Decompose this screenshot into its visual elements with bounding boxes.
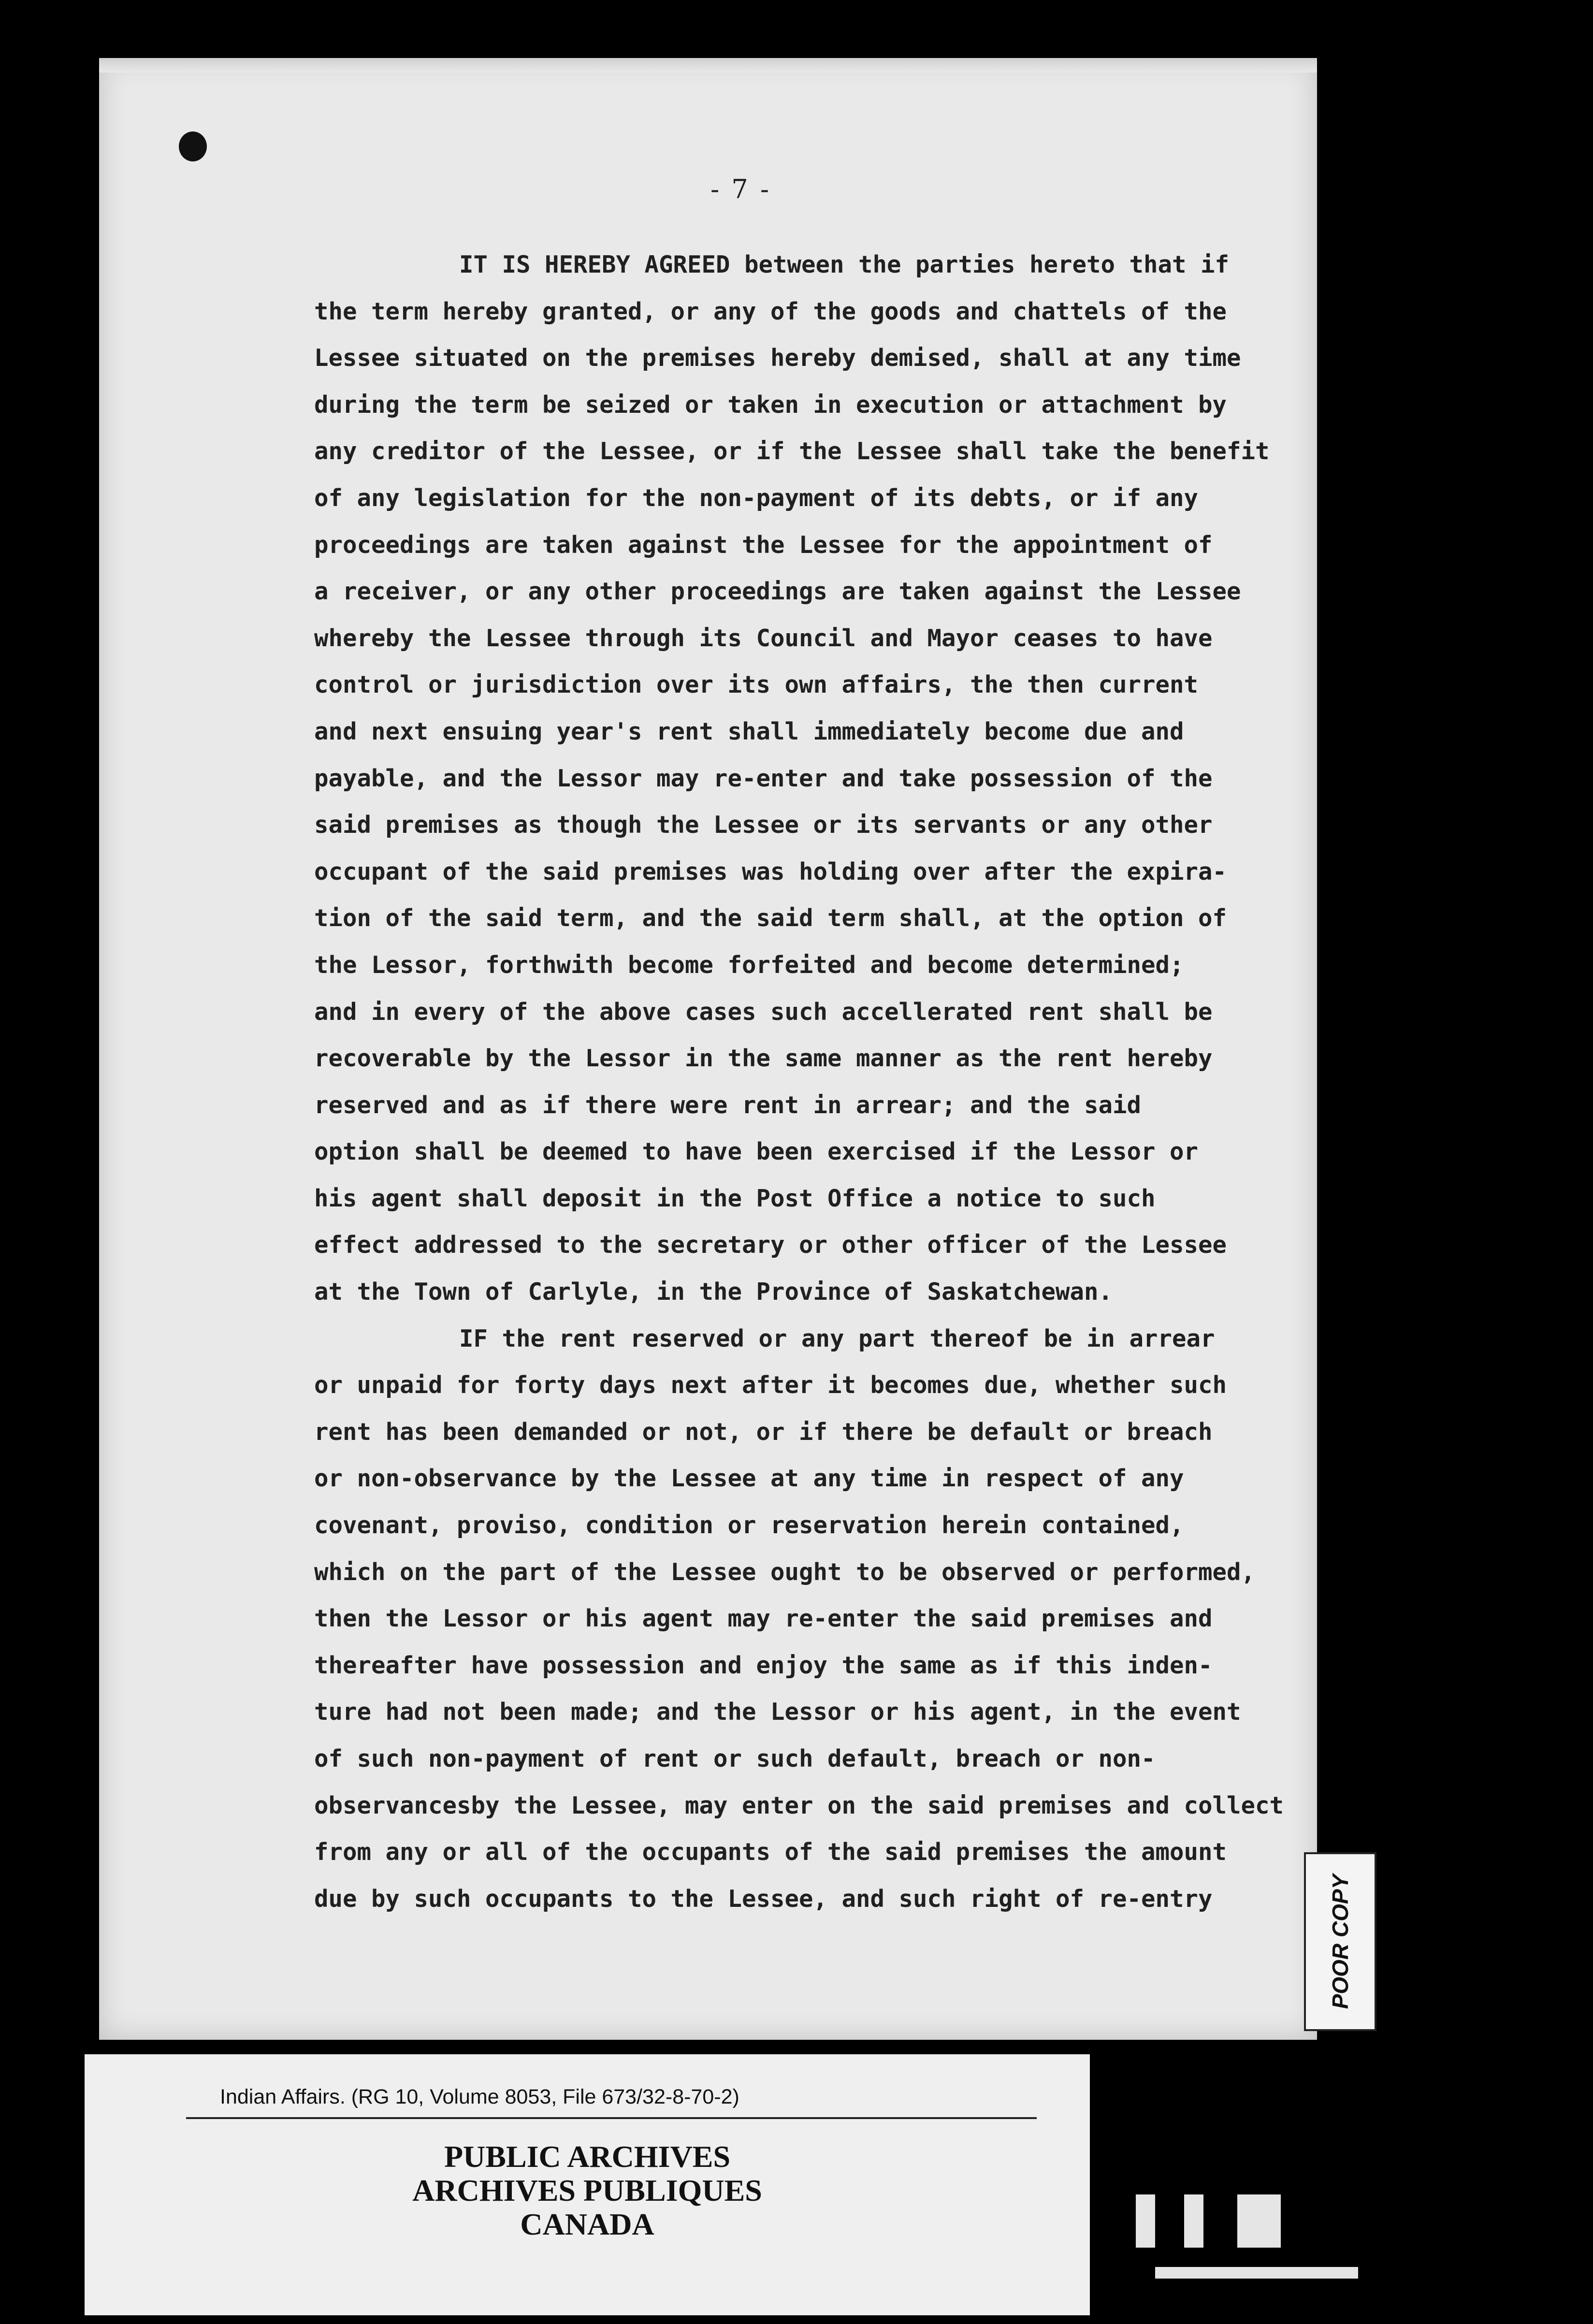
text-line: of any legislation for the non-payment of its debts, or if any [314,484,1199,512]
text-line: from any or all of the occupants of the said premises the amount [314,1838,1227,1866]
text-line: said premises as though the Lessee or its servants or any other [314,811,1213,839]
lease-text [314,242,1310,1922]
page-top-edge [99,58,1317,73]
page-number: - 7 - [710,174,771,204]
text-line: option shall be deemed to have been exercised if the Lessor or [314,1138,1199,1166]
text-line: tion of the said term, and the said term shall, at the option of [314,904,1227,932]
text-line: the term hereby granted, or any of the goods and chattels of the [314,297,1227,325]
text-line: occupant of the said premises was holding over after the expira- [314,857,1227,886]
text-line: his agent shall deposit in the Post Office a notice to such [314,1184,1156,1212]
poor-copy-stamp [1304,1852,1376,2031]
text-line: effect addressed to the secretary or other officer of the Lessee [314,1231,1227,1259]
text-line: recoverable by the Lessor in the same manner as the rent hereby [314,1045,1213,1073]
archive-country: CANADA [520,2207,654,2241]
text-line: at the Town of Carlyle, in the Province of Saskatchewan. [314,1278,1113,1306]
archive-stamp [85,2054,1090,2315]
text-line: or unpaid for forty days next after it becomes due, whether such [314,1371,1227,1399]
stamp-divider [186,2117,1037,2119]
text-line: and in every of the above cases such accellerated rent shall be [314,998,1213,1026]
text-line: which on the part of the Lessee ought to be observed or performed, [314,1558,1256,1586]
text-line: covenant, proviso, condition or reservation herein contained, [314,1511,1184,1540]
text-line: IF the rent reserved or any part thereof be in arrear [459,1324,1215,1352]
text-line: control or jurisdiction over its own affairs, the then current [314,671,1199,699]
text-line: any creditor of the Lessee, or if the Lessee shall take the benefit [314,437,1270,465]
archive-name-french: ARCHIVES PUBLIQUES [412,2173,762,2208]
text-line: whereby the Lessee through its Council and Mayor ceases to have [314,624,1213,652]
archive-name-english: PUBLIC ARCHIVES [444,2139,731,2174]
hole-punch-mark [179,131,207,161]
text-line: the Lessor, forthwith become forfeited and become determined; [314,951,1184,979]
microfilm-marks [1107,2185,1406,2291]
text-line: ture had not been made; and the Lessor or his agent, in the event [314,1698,1241,1726]
archive-reference: Indian Affairs. (RG 10, Volume 8053, File 673/32-8-70-2) [220,2085,739,2108]
text-line: IT IS HEREBY AGREED between the parties hereto that if [459,251,1230,278]
text-line: due by such occupants to the Lessee, and such right of re-entry [314,1885,1213,1913]
text-line: and next ensuing year's rent shall immediately become due and [314,717,1184,745]
text-line: of such non-payment of rent or such default, breach or non- [314,1745,1156,1772]
text-line: or non-observance by the Lessee at any time in respect of any [314,1465,1184,1493]
text-line: during the term be seized or taken in execution or attachment by [314,391,1227,419]
text-line: payable, and the Lessor may re-enter and take possession of the [314,764,1213,792]
text-line: thereafter have possession and enjoy the same as if this inden- [314,1651,1213,1679]
text-line: reserved and as if there were rent in arrear; and the said [314,1091,1142,1119]
text-line: proceedings are taken against the Lessee for the appointment of [314,531,1213,559]
text-line: Lessee situated on the premises hereby demised, shall at any time [314,344,1241,372]
text-line: observancesby the Lessee, may enter on the said premises and collect [314,1791,1284,1819]
text-line: then the Lessor or his agent may re-enter the said premises and [314,1605,1213,1633]
text-line: rent has been demanded or not, or if there be default or breach [314,1418,1213,1446]
poor-copy-label: POOR COPY [1328,1874,1353,2009]
text-line: a receiver, or any other proceedings are taken against the Lessee [314,578,1241,606]
